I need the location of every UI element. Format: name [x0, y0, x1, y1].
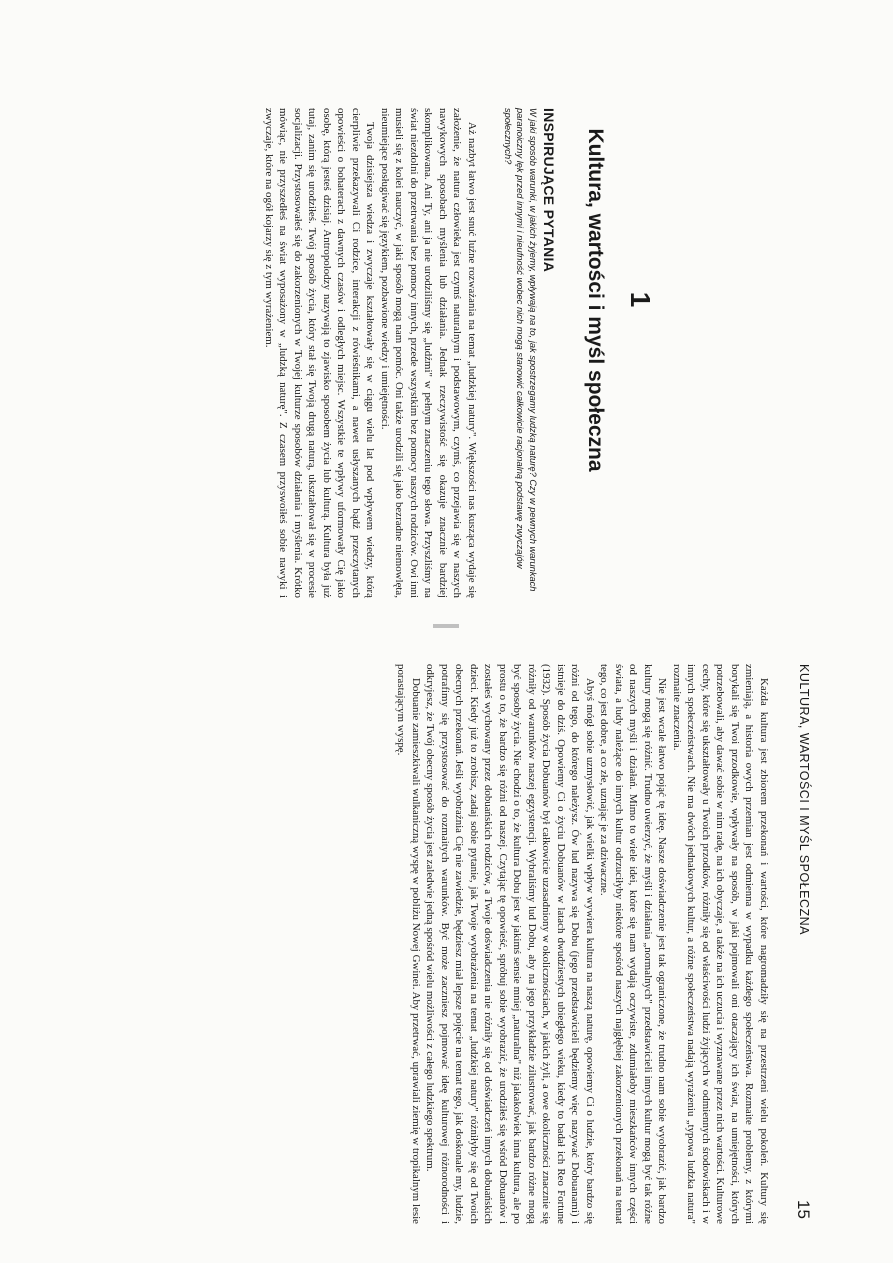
paragraph: Abyś mógł sobie uzmysłowić, jak wielki wpływ wywiera kultura na naszą naturę, opowiemy Ci o ludzie, który bardzo się różni od tego, do którego należysz. Ów lud nazywa się Dobu (jego przedstawicieli będziemy więc nazywać Dobuanami) i istnieje do dziś. Opowiemy Ci o życiu Dobuanów w latach dwudziestych ubiegłego wieku, kiedy to badał ich Reo Fortune (1932). Sposób życia Dobuanów był całkowicie uzasadniony w okolicznościach, w jakich żyli, a owe okoliczności znacznie się różniły od warunków naszej egzystencji. Wybraliśmy lud Dobu, aby na jego przykładzie zilustrować, jak bardzo różne mogą być sposoby życia. Nie chodzi o to, że kultura Dobu jest w jakimś sensie mniej „naturalna" niż jakakolwiek inna kultura, ale po prostu o to, że bardzo się różni od naszej. Czytając tę opowieść, spróbuj sobie wyobrazić, że urodziłeś się wśród Dobuanów i zostałeś wychowany przez dobuańskich rodziców, a Twoje doświadczenia nie różniły się od doświadczeń innych dobuańskich dzieci. Kiedy już to zrobisz, zadaj sobie pytanie, jak Twoje wyobrażenia na temat „ludzkiej natury" różniłyby się od Twoich obecnych przekonań. Jeśli wyobraźnia Cię nie zawiedzie, będziesz miał lepsze pojęcie na temat tego, jak doskonale my, ludzie, potrafimy się przystosować do rozmaitych warunków. Być może zaczniesz pojmować ideę kulturowej różnorodności i odkryjesz, że Twój obecny sposób życia jest zaledwie jedną spośród wielu możliwości z całego ludzkiego spektrum.: [424, 664, 596, 1224]
section-heading: INSPIRUJĄCE PYTANIA: [541, 108, 557, 273]
paragraph: Dobuanie zamieszkiwali wulkaniczną wyspę w pobliżu Nowej Gwinei. Aby przetrwać, uprawiali ziemię w tropikalnym lesie porastającym wyspę.: [395, 664, 422, 1224]
inspiring-question: W jaki sposób warunki, w jakich żyjemy, wpływają na to, jak spostrzegamy ludzką naturę? Czy w pewnych warunkach paranoiczny lęk przed innymi i nieufność wobec nich mogą stanowić całkowicie racjonalną podstawę zwyczajów społecznych?: [503, 108, 538, 592]
chapter-title: Kultura, wartości i myśl społeczna: [584, 128, 607, 472]
paragraph: Aż nazbyt łatwo jest snuć luźne rozważania na temat „ludzkiej natury". Większości nas kusząca wydaje się założenie, że natura człowieka jest czymś naturalnym i podstawowym, czymś, co przejawia się w naszych nawykowych sposobach myślenia lub działania. Jednak rzeczywistość się okazuje znacznie bardziej skomplikowana. Ani Ty, ani ja nie urodziliśmy się „ludźmi" w pełnym znaczeniu tego słowa. Przyszliśmy na świat niezdolni do przetrwania bez pomocy innych, przede wszystkim bez pomocy naszych rodziców. Owi inni musieli się z kolei nauczyć, w jaki sposób mogą nam pomóc. Oni także urodzili się jako bezradne niemowlęta, nieumiejące posługiwać się językiem, pozbawione wiedzy i umiejętności.: [379, 108, 478, 598]
right-page: [0, 640, 893, 1240]
right-body-text: [394, 664, 771, 1224]
page-gutter-mark: [433, 624, 459, 628]
running-head: KULTURA, WARTOŚCI I MYŚL SPOŁECZNA: [797, 664, 811, 935]
page-number: 15: [794, 1200, 813, 1219]
paragraph: Twoja dzisiejsza wiedza i zwyczaje kształtowały się w ciągu wielu lat pod wpływem wiedzy, którą cierpliwie przekazywali Ci rodzice, interakcji z rówieśnikami, a nawet usłyszanych bądź przeczytanych opowieści o bohaterach z dawnych czasów i odległych miejsc. Wszystkie te wpływy uformowały Cię jako osobę, którą jesteś dzisiaj. Antropolodzy nazywają to zjawisko sposobem życia lub kulturą. Kultura była już tutaj, zanim się urodziłeś. Twój sposób życia, który stał się Twoją drugą naturą, ukształtował się w procesie socjalizacji. Przystosowałeś się do zakorzenionych w Twojej kulturze sposobów działania i myślenia. Krótko mówiąc, nie przyszedłeś na świat wyposażony w „ludzką naturę". Z czasem przyswoiłeś sobie nawyki i zwyczaje, które na ogół kojarzy się z tym wyrażeniem.: [263, 108, 377, 598]
paragraph: Każda kultura jest zbiorem przekonań i wartości, które nagromadziły się na przestrzeni wielu pokoleń. Kultury się zmieniają, a historia owych przemian jest odmienna w wypadku każdego społeczeństwa. Rozmaite problemy, z którymi borykali się Twoi przodkowie, wpływały na sposób, w jaki pojmowali oni otaczający ich świat, na umiejętności, których potrzebowali, aby dawać sobie w nim radę, na ich obyczaje, a także na ich uczucia i wyznawane przez nich wartości. Kulturowe cechy, które się ukształtowały u Twoich przodków, różniły się od właściwości ludzi żyjących w odmiennych środowiskach i w innych społeczeństwach. Nie ma dwóch jednakowych kultur, a różne społeczeństwa nadają wyrażeniu „typowa ludzka natura" rozmaite znaczenia.: [671, 664, 770, 1224]
paragraph: Nie jest wcale łatwo pojąć tę ideę. Nasze doświadczenie jest tak ograniczone, że trudno nam sobie wyobrazić, jak bardzo kultury mogą się różnić. Trudno uwierzyć, że myśli i działania „normalnych" przedstawicieli innych kultur mogą być tak różne od naszych myśli i działań. Mimo to wiele idei, które się nam wydają oczywiste, zdumiałoby mieszkańców innych części świata, a ludy należące do innych kultur odrzuciłyby niektóre spośród naszych najgłębiej zakorzenionych przekonań na temat tego, co jest dobre, a co złe, uznając je za dziwaczne.: [598, 664, 669, 1224]
left-body-text: [262, 108, 480, 598]
left-page: [0, 0, 893, 620]
chapter-number: 1: [625, 291, 656, 309]
